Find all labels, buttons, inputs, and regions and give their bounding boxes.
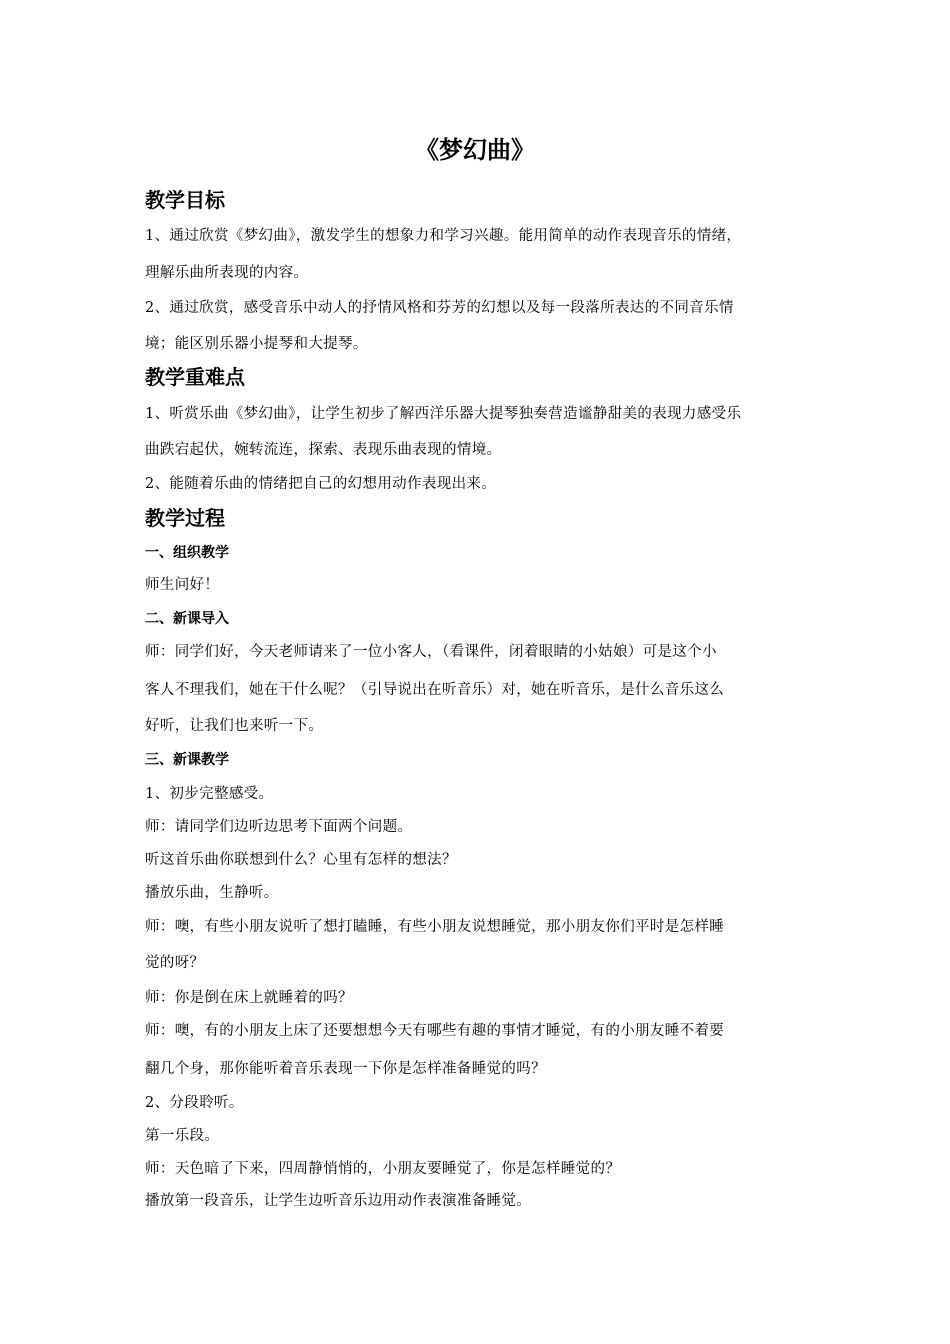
- paragraph-line: 听这首乐曲你联想到什么？心里有怎样的想法？: [145, 852, 457, 868]
- paragraph-line: 1、通过欣赏《梦幻曲》，激发学生的想象力和学习兴趣。能用简单的动作表现音乐的情绪，: [145, 228, 742, 244]
- paragraph-line: 2、通过欣赏，感受音乐中动人的抒情风格和芬芳的幻想以及每一段落所表达的不同音乐情: [145, 300, 734, 316]
- paragraph-line: 理解乐曲所表现的内容。: [145, 265, 309, 281]
- paragraph-line: 师生问好！: [145, 577, 220, 593]
- paragraph-line: 觉的呀？: [145, 955, 205, 971]
- section-heading-key-points: 教学重难点: [145, 365, 245, 389]
- page-title: 《梦幻曲》: [415, 136, 535, 164]
- paragraph-line: 师：天色暗了下来，四周静悄悄的，小朋友要睡觉了，你是怎样睡觉的？: [145, 1161, 621, 1177]
- paragraph-line: 好听，让我们也来听一下。: [145, 718, 324, 734]
- paragraph-line: 播放第一段音乐，让学生边听音乐边用动作表演准备睡觉。: [145, 1193, 532, 1209]
- paragraph-line: 境；能区别乐器小提琴和大提琴。: [145, 336, 368, 352]
- paragraph-line: 2、分段聆听。: [145, 1095, 244, 1111]
- paragraph-line: 曲跌宕起伏，婉转流连，探索、表现乐曲表现的情境。: [145, 442, 502, 458]
- subheading-new-lesson: 三、新课教学: [145, 752, 229, 768]
- paragraph-line: 师：噢，有些小朋友说听了想打瞌睡，有些小朋友说想睡觉，那小朋友你们平时是怎样睡: [145, 919, 725, 935]
- paragraph-line: 第一乐段。: [145, 1128, 220, 1144]
- subheading-organize: 一、组织教学: [145, 545, 229, 561]
- section-heading-process: 教学过程: [145, 506, 225, 530]
- paragraph-line: 师：噢，有的小朋友上床了还要想想今天有哪些有趣的事情才睡觉，有的小朋友睡不着要: [145, 1023, 725, 1039]
- paragraph-line: 师：你是倒在床上就睡着的吗？: [145, 990, 353, 1006]
- paragraph-line: 2、能随着乐曲的情绪把自己的幻想用动作表现出来。: [145, 476, 497, 492]
- section-heading-objectives: 教学目标: [145, 188, 225, 212]
- paragraph-line: 师：请同学们边听边思考下面两个问题。: [145, 819, 413, 835]
- paragraph-line: 师：同学们好，今天老师请来了一位小客人，（看课件，闭着眼睛的小姑娘）可是这个小: [145, 644, 717, 660]
- paragraph-line: 1、初步完整感受。: [145, 786, 274, 802]
- paragraph-line: 1、听赏乐曲《梦幻曲》，让学生初步了解西洋乐器大提琴独奏营造谧静甜美的表现力感受乐: [145, 406, 742, 422]
- paragraph-line: 翻几个身，那你能听着音乐表现一下你是怎样准备睡觉的吗？: [145, 1061, 546, 1077]
- paragraph-line: 客人不理我们，她在干什么呢？（引导说出在听音乐）对，她在听音乐，是什么音乐这么: [145, 682, 725, 698]
- paragraph-line: 播放乐曲，生静听。: [145, 885, 279, 901]
- subheading-introduction: 二、新课导入: [145, 611, 229, 627]
